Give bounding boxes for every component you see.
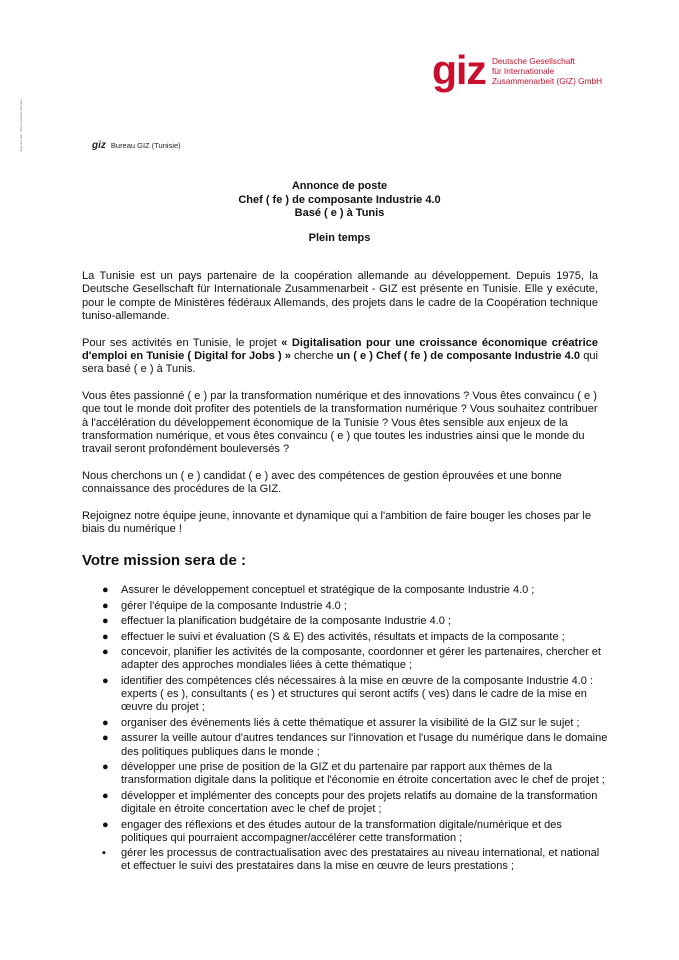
heading-location: Basé ( e ) à Tunis [294,207,385,219]
side-note: Siège de la GIZ – Bonn et Eschborn, Allemagne [20,98,23,152]
bullet-icon: ● [102,584,109,596]
list-item [100,675,610,714]
bullet-icon: ● [102,716,109,729]
passion-paragraph: Vous êtes passionné ( e ) par la transformation numérique et des innovations ? Vous êtes convaincu ( e ) que tout le monde doit profiter des potentiels de la transformation numérique ? Vous souhaitez contribuer à l'accélération du développement économique de la Tunisie ? Vous êtes sensible aux enjeux de la transformation numérique, et vous êtes convaincu ( e ) que toutes les industries ainsi que le monde du travail seront profondément bouleversés ? [82,389,598,456]
heading-position: Chef ( fe ) de composante Industrie 4.0 [238,193,441,206]
candidate-paragraph: Nous cherchons un ( e ) candidat ( e ) avec des compétences de gestion éprouvées et une bonne connaissance des procédures de la GIZ. [82,469,562,496]
join-paragraph: Rejoignez notre équipe jeune, innovante et dynamique qui a l'ambition de faire bouger les choses par le biais du numérique ! [82,509,592,536]
mission-text: développer et implémenter des concepts pour des projets relatifs au domaine de la transformation digitale en étroite concertation avec le chef de projet ; [121,789,598,815]
giz-logo-mark: giz [432,47,486,93]
heading-title: Annonce de poste [291,180,388,192]
project-text: Pour ses activités en Tunisie, le projet [82,336,282,349]
bullet-icon: ● [102,675,109,688]
intro-paragraph: La Tunisie est un pays partenaire de la coopération allemande au développement. Depuis 1975, la Deutsche Gesellschaft für Internationale Zusammenarbeit - GIZ est présente en Tunisie. Elle y exécute, pour le compte de Ministères fédéraux Allemands, des projets dans le cadre de la Coopération technique tuniso-allemande. [82,270,598,323]
list-item [100,615,610,628]
logo-line: für Internationale [491,65,555,76]
mission-list [100,584,610,876]
mission-text: assurer la veille autour d'autres tendances sur l'innovation et l'usage du numérique dans le domaine des politiques publiques dans le monde ; [121,732,608,758]
mission-text: gérer les processus de contractualisation avec des prestataires au niveau international, et national et effectuer le suivi des prestataires dans la mise en œuvre de leurs prestations ; [121,847,600,873]
mission-text: effectuer la planification budgétaire de la composante Industrie 4.0 ; [121,615,452,628]
project-name: « Digitalisation pour une croissance économique créatrice d'emploi en Tunisie ( Digital for Jobs ) » [82,336,598,363]
position-name: un ( e ) Chef ( fe ) de composante Industrie 4.0 [336,350,581,363]
list-item [100,819,610,845]
bullet-icon: ● [102,761,109,774]
bullet-icon: ● [102,732,109,745]
job-heading [0,180,679,245]
bullet-icon: ● [102,646,109,659]
project-text: qui sera basé ( e ) à Tunis. [82,350,598,376]
list-item [100,732,610,758]
office-line [92,140,181,151]
mission-text: identifier des compétences clés nécessaires à la mise en œuvre de la composante Industrie 4.0 : experts ( es ), consultants ( es ) et structures qui seront actifs ( ves) dans le cadre de la mise en œuvre du projet ; [121,675,594,714]
bullet-icon: ▪ [102,847,106,860]
list-item [100,847,610,873]
bullet-icon: ● [102,599,109,612]
mission-text: développer une prise de position de la GIZ et du partenaire par rapport aux thèmes de la transformation digitale dans la politique et l'économie en étroite concertation avec le chef de projet ; [121,761,605,787]
mission-text: concevoir, planifier les activités de la composante, coordonner et gérer les partenaires, chercher et adapter des approches mondiales liées à cette thématique ; [121,646,601,672]
mission-text: organiser des événements liés à cette thématique et assurer la visibilité de la GIZ sur le sujet ; [121,716,580,729]
list-item [100,600,610,613]
job-description [82,270,598,550]
bullet-icon: ● [102,818,109,831]
mission-title: Votre mission sera de : [82,552,246,569]
list-item [100,631,610,644]
logo-line: Zusammenarbeit (GIZ) GmbH [491,75,603,86]
giz-logo [432,47,603,93]
list-item [100,646,610,672]
heading-full-time: Plein temps [308,231,371,244]
project-text: cherche [290,350,337,363]
mission-text: effectuer le suivi et évaluation (S & E) des activités, résultats et impacts de la composante ; [121,630,565,643]
list-item [100,717,610,730]
list-item [100,584,610,597]
mini-giz-logo: giz [92,140,106,151]
list-item [100,761,610,787]
bullet-icon: ● [102,630,109,643]
mission-text: engager des réflexions et des études autour de la transformation digitale/numérique et des politiques qui pourraient accompagner/accélérer cette transformation ; [121,818,562,844]
list-item [100,790,610,816]
office-label: Bureau GIZ (Tunisie) [110,141,181,150]
bullet-icon: ● [102,615,109,628]
bullet-icon: ● [102,789,109,802]
mission-text: Assurer le développement conceptuel et stratégique de la composante Industrie 4.0 ; [121,584,535,596]
mission-text: gérer l'équipe de la composante Industrie 4.0 ; [121,599,347,612]
logo-line: Deutsche Gesellschaft [491,55,575,66]
project-paragraph [82,337,598,377]
giz-logo-text [492,56,602,86]
